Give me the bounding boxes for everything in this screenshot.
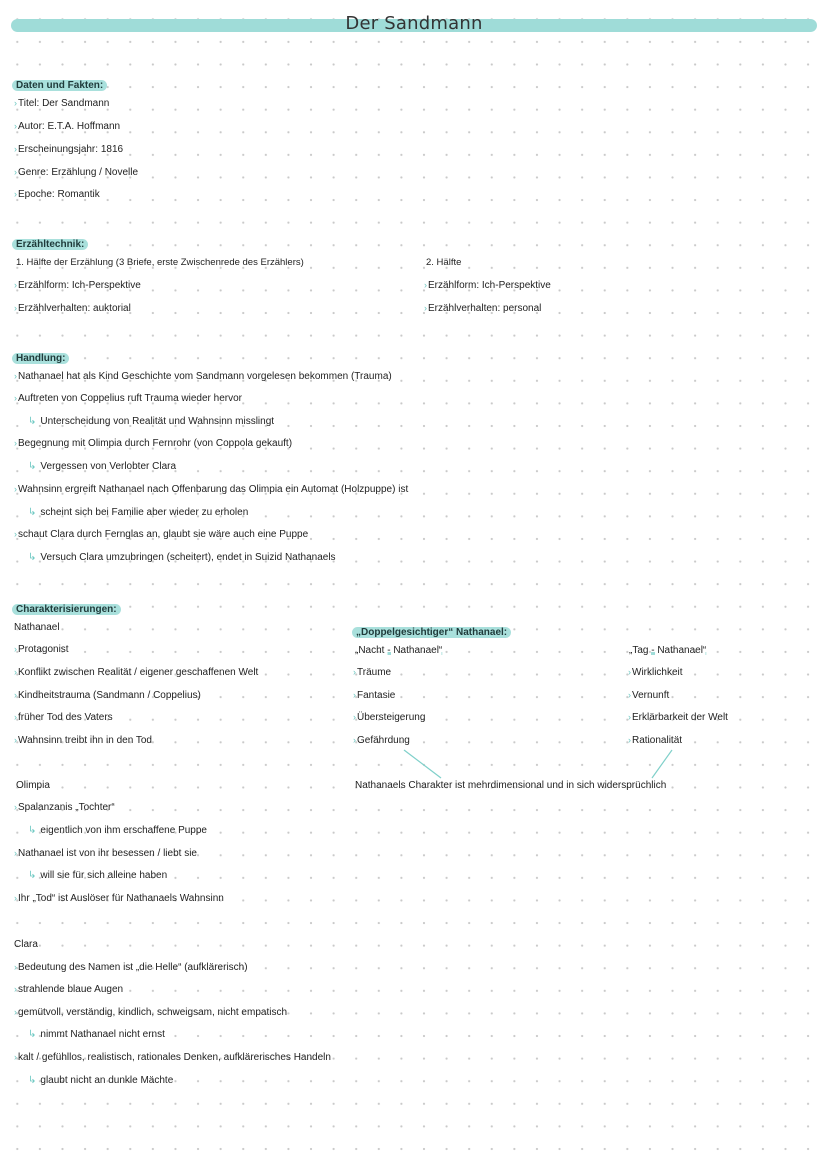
- list-item: ›Ihr „Tod“ ist Auslöser für Nathanaels Wahnsinn: [14, 893, 224, 904]
- list-item: ›Nathanael ist von ihr besessen / liebt sie: [14, 848, 197, 859]
- list-item: ›Erzählverhalten: personal: [424, 303, 542, 314]
- list-item: ›Genre: Erzählung / Novelle: [14, 167, 139, 178]
- list-item: ›Wahnsinn ergreift Nathanael nach Offenbarung das Olimpia ein Automat (Holzpuppe) ist: [14, 484, 409, 495]
- list-item: ›Erklärbarkeit der Welt: [628, 712, 728, 723]
- section-heading-handlung: Handlung:: [12, 348, 69, 366]
- sub-item: ↳ nimmt Nathanael nicht ernst: [28, 1029, 165, 1040]
- list-item: ›Auftreten von Coppelius ruft Trauma wieder hervor: [14, 393, 242, 404]
- list-item: ›Nathanael hat als Kind Geschichte vom Sandmann vorgelesen bekommen (Trauma): [14, 371, 392, 382]
- section-heading-erzaehltechnik: Erzähltechnik:: [12, 234, 88, 252]
- list-item: ›Fantasie: [353, 690, 396, 701]
- list-item: ›Wahnsinn treibt ihn in den Tod: [14, 735, 152, 746]
- list-item: ›Träume: [353, 667, 392, 678]
- list-item: ›strahlende blaue Augen: [14, 984, 124, 995]
- page-title: Der Sandmann: [345, 13, 483, 34]
- list-item: ›Erzählform: Ich-Perspektive: [14, 280, 141, 291]
- list-item: ›Autor: E.T.A. Hoffmann: [14, 121, 121, 132]
- nacht-heading: „Nacht - Nathanael“: [355, 645, 443, 656]
- sub-item: ↳ Vergessen von Verlobter Clara: [28, 461, 177, 472]
- list-item: ›Protagonist: [14, 644, 69, 655]
- list-item: ›Kindheitstrauma (Sandmann / Coppelius): [14, 690, 201, 701]
- list-item: ›Erzählverhalten: auktorial: [14, 303, 131, 314]
- sub-item: ↳ glaubt nicht an dunkle Mächte: [28, 1075, 174, 1086]
- list-item: ›gemütvoll, verständig, kindlich, schweigsam, nicht empatisch: [14, 1007, 288, 1018]
- sub-item: ↳ Versuch Clara umzubringen (scheitert), endet in Suizid Nathanaels: [28, 552, 336, 563]
- erzaehltechnik-right-title: 2. Hälfte: [426, 257, 462, 268]
- list-item: ›Wirklichkeit: [628, 667, 683, 678]
- list-item: ›Konflikt zwischen Realität / eigener geschaffenen Welt: [14, 667, 259, 678]
- list-item: ›Erscheinungsjahr: 1816: [14, 144, 124, 155]
- doppel-conclusion: Nathanaels Charakter ist mehrdimensional und in sich widersprüchlich: [355, 780, 667, 791]
- tag-heading: „Tag - Nathanael“: [629, 645, 707, 656]
- list-item: ›früher Tod des Vaters: [14, 712, 113, 723]
- list-item: ›Gefährdung: [353, 735, 410, 746]
- list-item: ›Vernunft: [628, 690, 670, 701]
- connector-right-arrow: [652, 750, 672, 778]
- olimpia-heading: Olimpia: [16, 780, 50, 791]
- sub-item: ↳ eigentlich von ihm erschaffene Puppe: [28, 825, 207, 836]
- connector-left-arrow: [404, 750, 441, 778]
- list-item: ›Rationalität: [628, 735, 683, 746]
- list-item: ›Epoche: Romantik: [14, 189, 100, 200]
- list-item: ›schaut Clara durch Fernglas an, glaubt sie wäre auch eine Puppe: [14, 529, 309, 540]
- clara-heading: Clara: [14, 939, 38, 950]
- section-heading-daten: Daten und Fakten:: [12, 75, 107, 93]
- sub-item: ↳ scheint sich bei Familie aber wieder zu erholen: [28, 507, 249, 518]
- section-heading-charakter: Charakterisierungen:: [12, 599, 121, 617]
- erzaehltechnik-left-title: 1. Hälfte der Erzählung (3 Briefe, erste Zwischenrede des Erzählers): [16, 257, 304, 268]
- sub-item: ↳ Unterscheidung von Realität und Wahnsinn misslingt: [28, 416, 275, 427]
- sub-item: ↳ will sie für sich alleine haben: [28, 870, 168, 881]
- list-item: ›Übersteigerung: [353, 712, 426, 723]
- list-item: ›Begegnung mit Olimpia durch Fernrohr (von Coppola gekauft): [14, 438, 293, 449]
- list-item: ›Titel: Der Sandmann: [14, 98, 110, 109]
- list-item: ›kalt / gefühllos, realistisch, rationales Denken, aufklärerisches Handeln: [14, 1052, 331, 1063]
- doppel-heading: „Doppelgesichtiger“ Nathanael:: [352, 622, 511, 640]
- list-item: ›Spalanzanis „Tochter“: [14, 802, 115, 813]
- nathanael-heading: Nathanael: [14, 622, 60, 633]
- list-item: ›Bedeutung des Namen ist „die Helle“ (aufklärerisch): [14, 962, 248, 973]
- list-item: ›Erzählform: Ich-Perspektive: [424, 280, 551, 291]
